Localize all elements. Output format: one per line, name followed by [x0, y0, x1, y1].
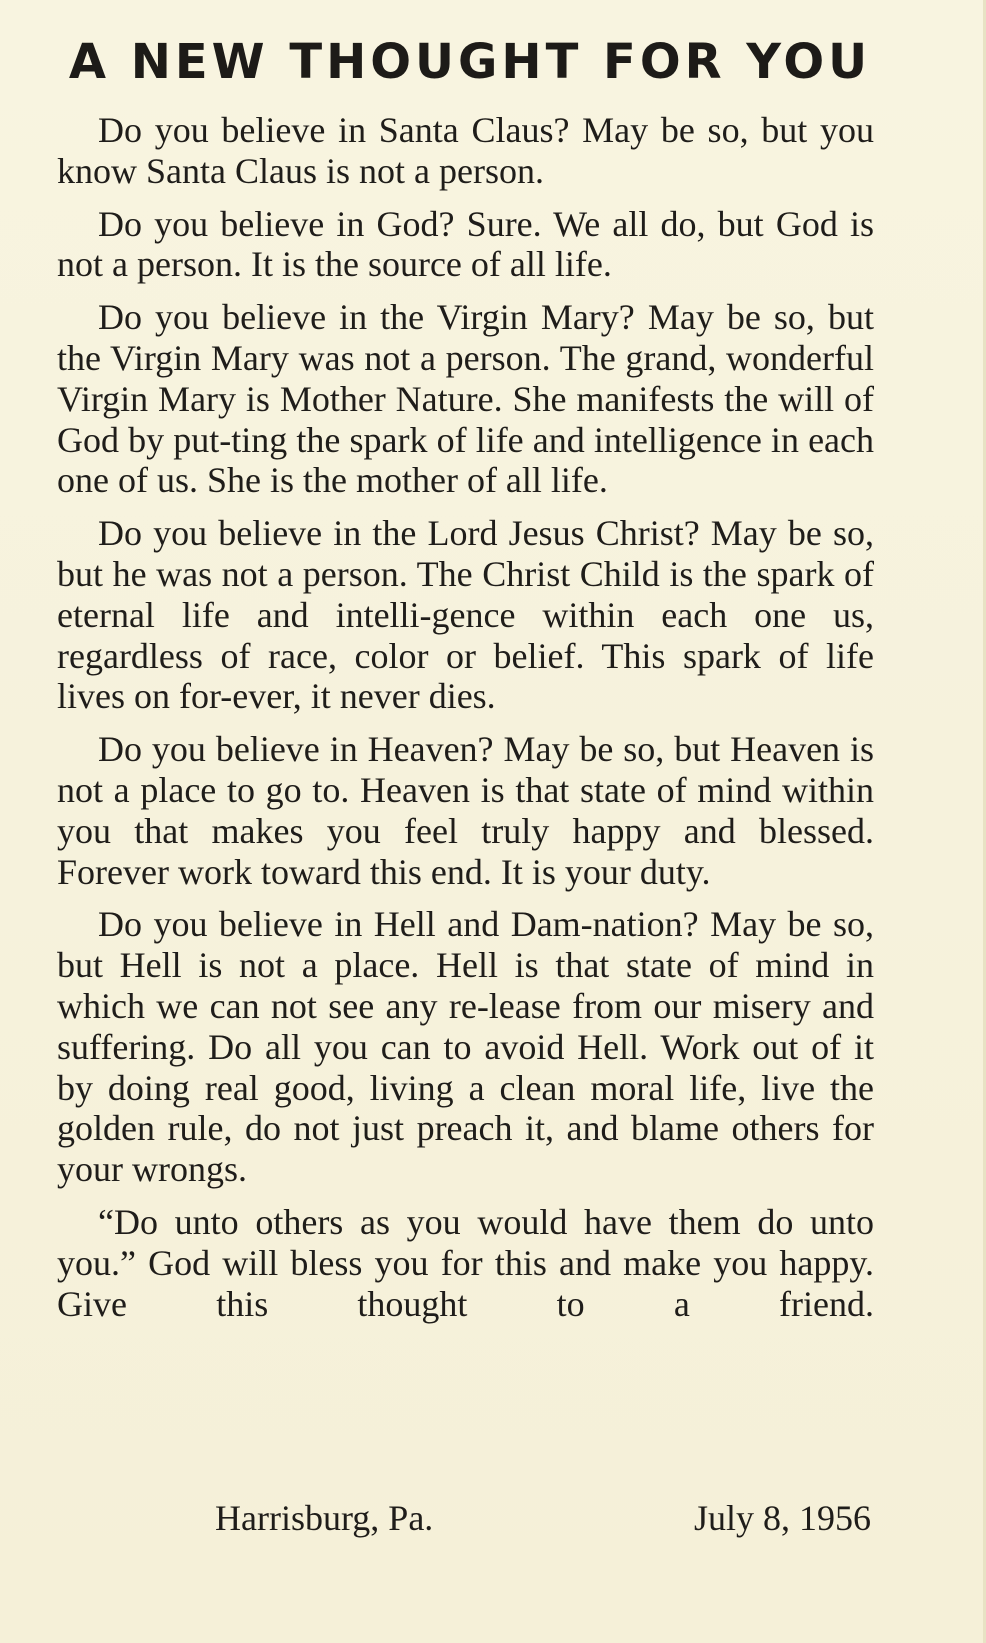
leaflet-title: A NEW THOUGHT FOR YOU	[68, 34, 872, 90]
paragraph-virgin-mary: Do you believe in the Virgin Mary? May be so, but the Virgin Mary was not a person. The grand, wonderful Virgin Mary is Mother Nature. She manifests the will of God by put-ting the spark of life and intelligence in each one of us. She is the mother of all life.	[57, 297, 874, 501]
paragraph-golden-rule: “Do unto others as you would have them do unto you.” God will bless you for this and make you happy. Give this thought to a friend.	[57, 1201, 874, 1324]
paragraph-heaven: Do you believe in Heaven? May be so, but Heaven is not a place to go to. Heaven is that state of mind within you that makes you feel truly happy and blessed. Forever work toward this end. It is your duty.	[57, 729, 874, 892]
paragraph-god: Do you believe in God? Sure. We all do, but God is not a person. It is the source of all life.	[57, 203, 874, 285]
paragraph-hell: Do you believe in Hell and Dam-nation? May be so, but Hell is not a place. Hell is that state of mind in which we can not see any re-lease from our misery and suffering. Do all you can to avoid Hell. Work out of it by doing real good, living a clean moral life, live the golden rule, do not just preach it, and blame others for your wrongs.	[57, 904, 874, 1190]
footer-place: Harrisburg, Pa.	[215, 1498, 434, 1538]
footer-date: July 8, 1956	[693, 1498, 871, 1538]
leaflet-footer	[0, 1496, 986, 1542]
leaflet-body	[57, 110, 874, 1336]
paragraph-santa-claus: Do you believe in Santa Claus? May be so, but you know Santa Claus is not a person.	[57, 110, 874, 191]
paragraph-jesus-christ: Do you believe in the Lord Jesus Christ? May be so, but he was not a person. The Christ Child is the spark of eternal life and intelli-gence within each one us, regardless of race, color or belief. This spark of life lives on for-ever, it never dies.	[57, 513, 874, 717]
